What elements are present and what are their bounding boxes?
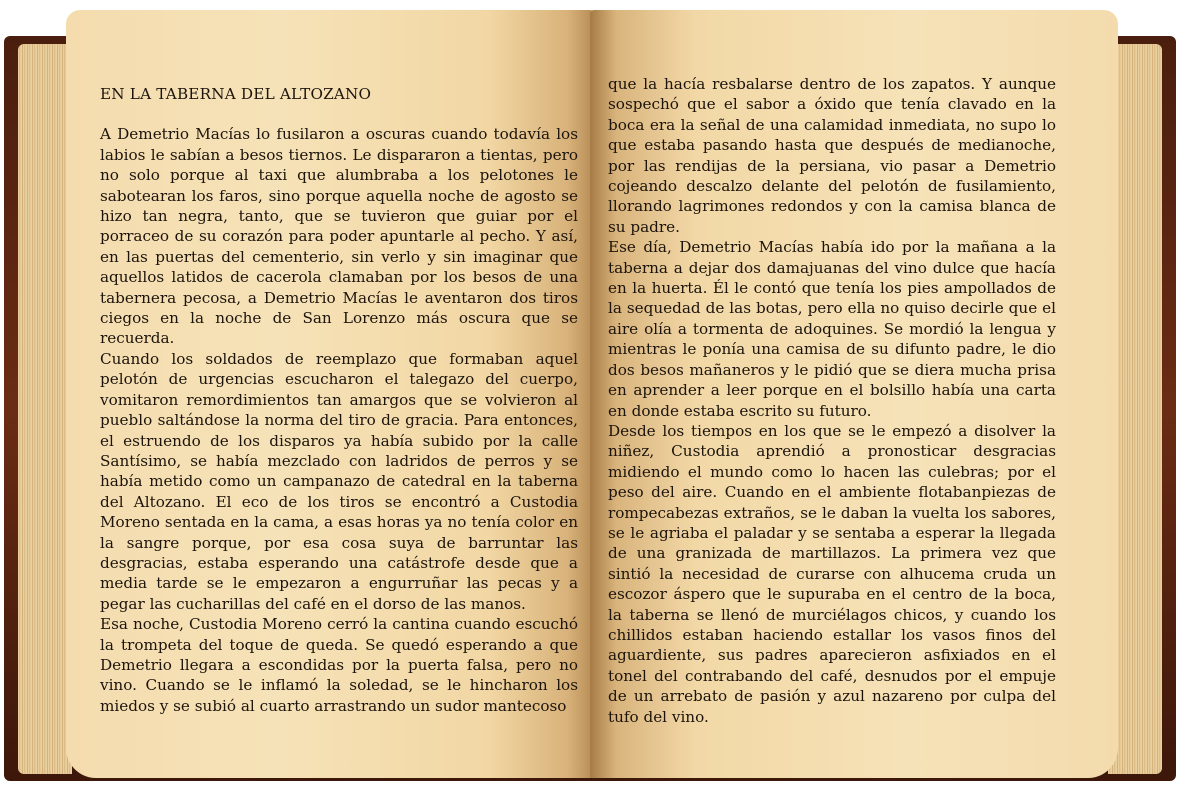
page-edges-left bbox=[18, 44, 72, 774]
story-title: EN LA TABERNA DEL ALTOZANO bbox=[100, 85, 372, 103]
right-paragraph-3: Desde los tiempos en los que se le empezó a disolver la niñez, Custodia aprendió a pronosticar desgracias midiendo el mundo como lo hacen las culebras; por el peso del aire. Cuando en el ambiente flotabanpiezas de rompecabezas extraños, se le daban la vuelta los sabores, se le agriaba el paladar y se sentaba a esperar la llegada de una granizada de martillazos. La primera vez que sintió la necesidad de curarse con alhucema cruda un escozor áspero que le supuraba en el centro de la boca, la taberna se llenó de murciélagos chicos, y cuando los chillidos estaban haciendo estallar los vasos finos del aguardiente, sus padres aparecieron asfixiados en el tonel del contrabando del café, desnudos por el empuje de un arrebato de pasión y azul nazareno por culpa del tufo del vino. bbox=[608, 421, 1056, 726]
right-paragraph-2: Ese día, Demetrio Macías había ido por la mañana a la taberna a dejar dos damajuanas del vino dulce que hacía en la huerta. Él le contó que tenía los pies ampollados de la sequedad de las botas, pero ella no quiso decirle que el aire olía a tormenta de adoquines. Se mordió la lengua y mientras le ponía una camisa de su difunto padre, le dio dos besos mañaneros y le pidió que se diera mucha prisa en aprender a leer porque en el bolsillo había una carta en donde estaba escrito su futuro. bbox=[608, 238, 1056, 420]
right-paragraph-1: que la hacía resbalarse dentro de los zapatos. Y aunque sospechó que el sabor a óxido que tenía clavado en la boca era la señal de una calamidad inmediata, no supo lo que estaba pasando hasta que después de medianoche, por las rendijas de la persiana, vio pasar a Demetrio cojeando descalzo delante del pelotón de fusilamiento, llorando lagrimones redondos y con la camisa blanca de su padre. bbox=[608, 75, 1056, 236]
left-page-text bbox=[100, 84, 578, 716]
left-paragraph-2: Cuando los soldados de reemplazo que formaban aquel pelotón de urgencias escucharon el talegazo del cuerpo, vomitaron remordimientos tan amargos que se volvieron al pueblo saltándose la norma del tiro de gracia. Para entonces, el estruendo de los disparos ya había subido por la calle Santísimo, se había mezclado con ladridos de perros y se había metido como un campanazo de catedral en la taberna del Altozano. El eco de los tiros se encontró a Custodia Moreno sentada en la cama, a esas horas ya no tenía color en la sangre porque, por esa cosa suya de barruntar las desgracias, estaba esperando una catástrofe desde que a media tarde se le empezaron a engurruñar las pecas y a pegar las cucharillas del café en el dorso de las manos. bbox=[100, 349, 578, 613]
left-paragraph-1: A Demetrio Macías lo fusilaron a oscuras cuando todavía los labios le sabían a besos tiernos. Le dispararon a tientas, pero no solo porque al taxi que alumbraba a los pelotones le sabotearan los faros, sino porque aquella noche de agosto se hizo tan negra, tanto, que se tuvieron que guiar por el porraceo de su corazón para poder apuntarle al pecho. Y así, en las puertas del cementerio, sin verlo y sin imaginar que aquellos latidos de cacerola clamaban por los besos de una tabernera pecosa, a Demetrio Macías le aventaron dos tiros ciegos en la noche de San Lorenzo más oscura que se recuerda. bbox=[100, 125, 578, 348]
right-page-text bbox=[608, 74, 1056, 727]
left-paragraph-3: Esa noche, Custodia Moreno cerró la cantina cuando escuchó la trompeta del toque de queda. Se quedó esperando a que Demetrio llegara a escondidas por la puerta falsa, pero no vino. Cuando se le inflamó la soledad, se le hincharon los miedos y se subió al cuarto arrastrando un sudor mantecoso bbox=[100, 615, 578, 715]
